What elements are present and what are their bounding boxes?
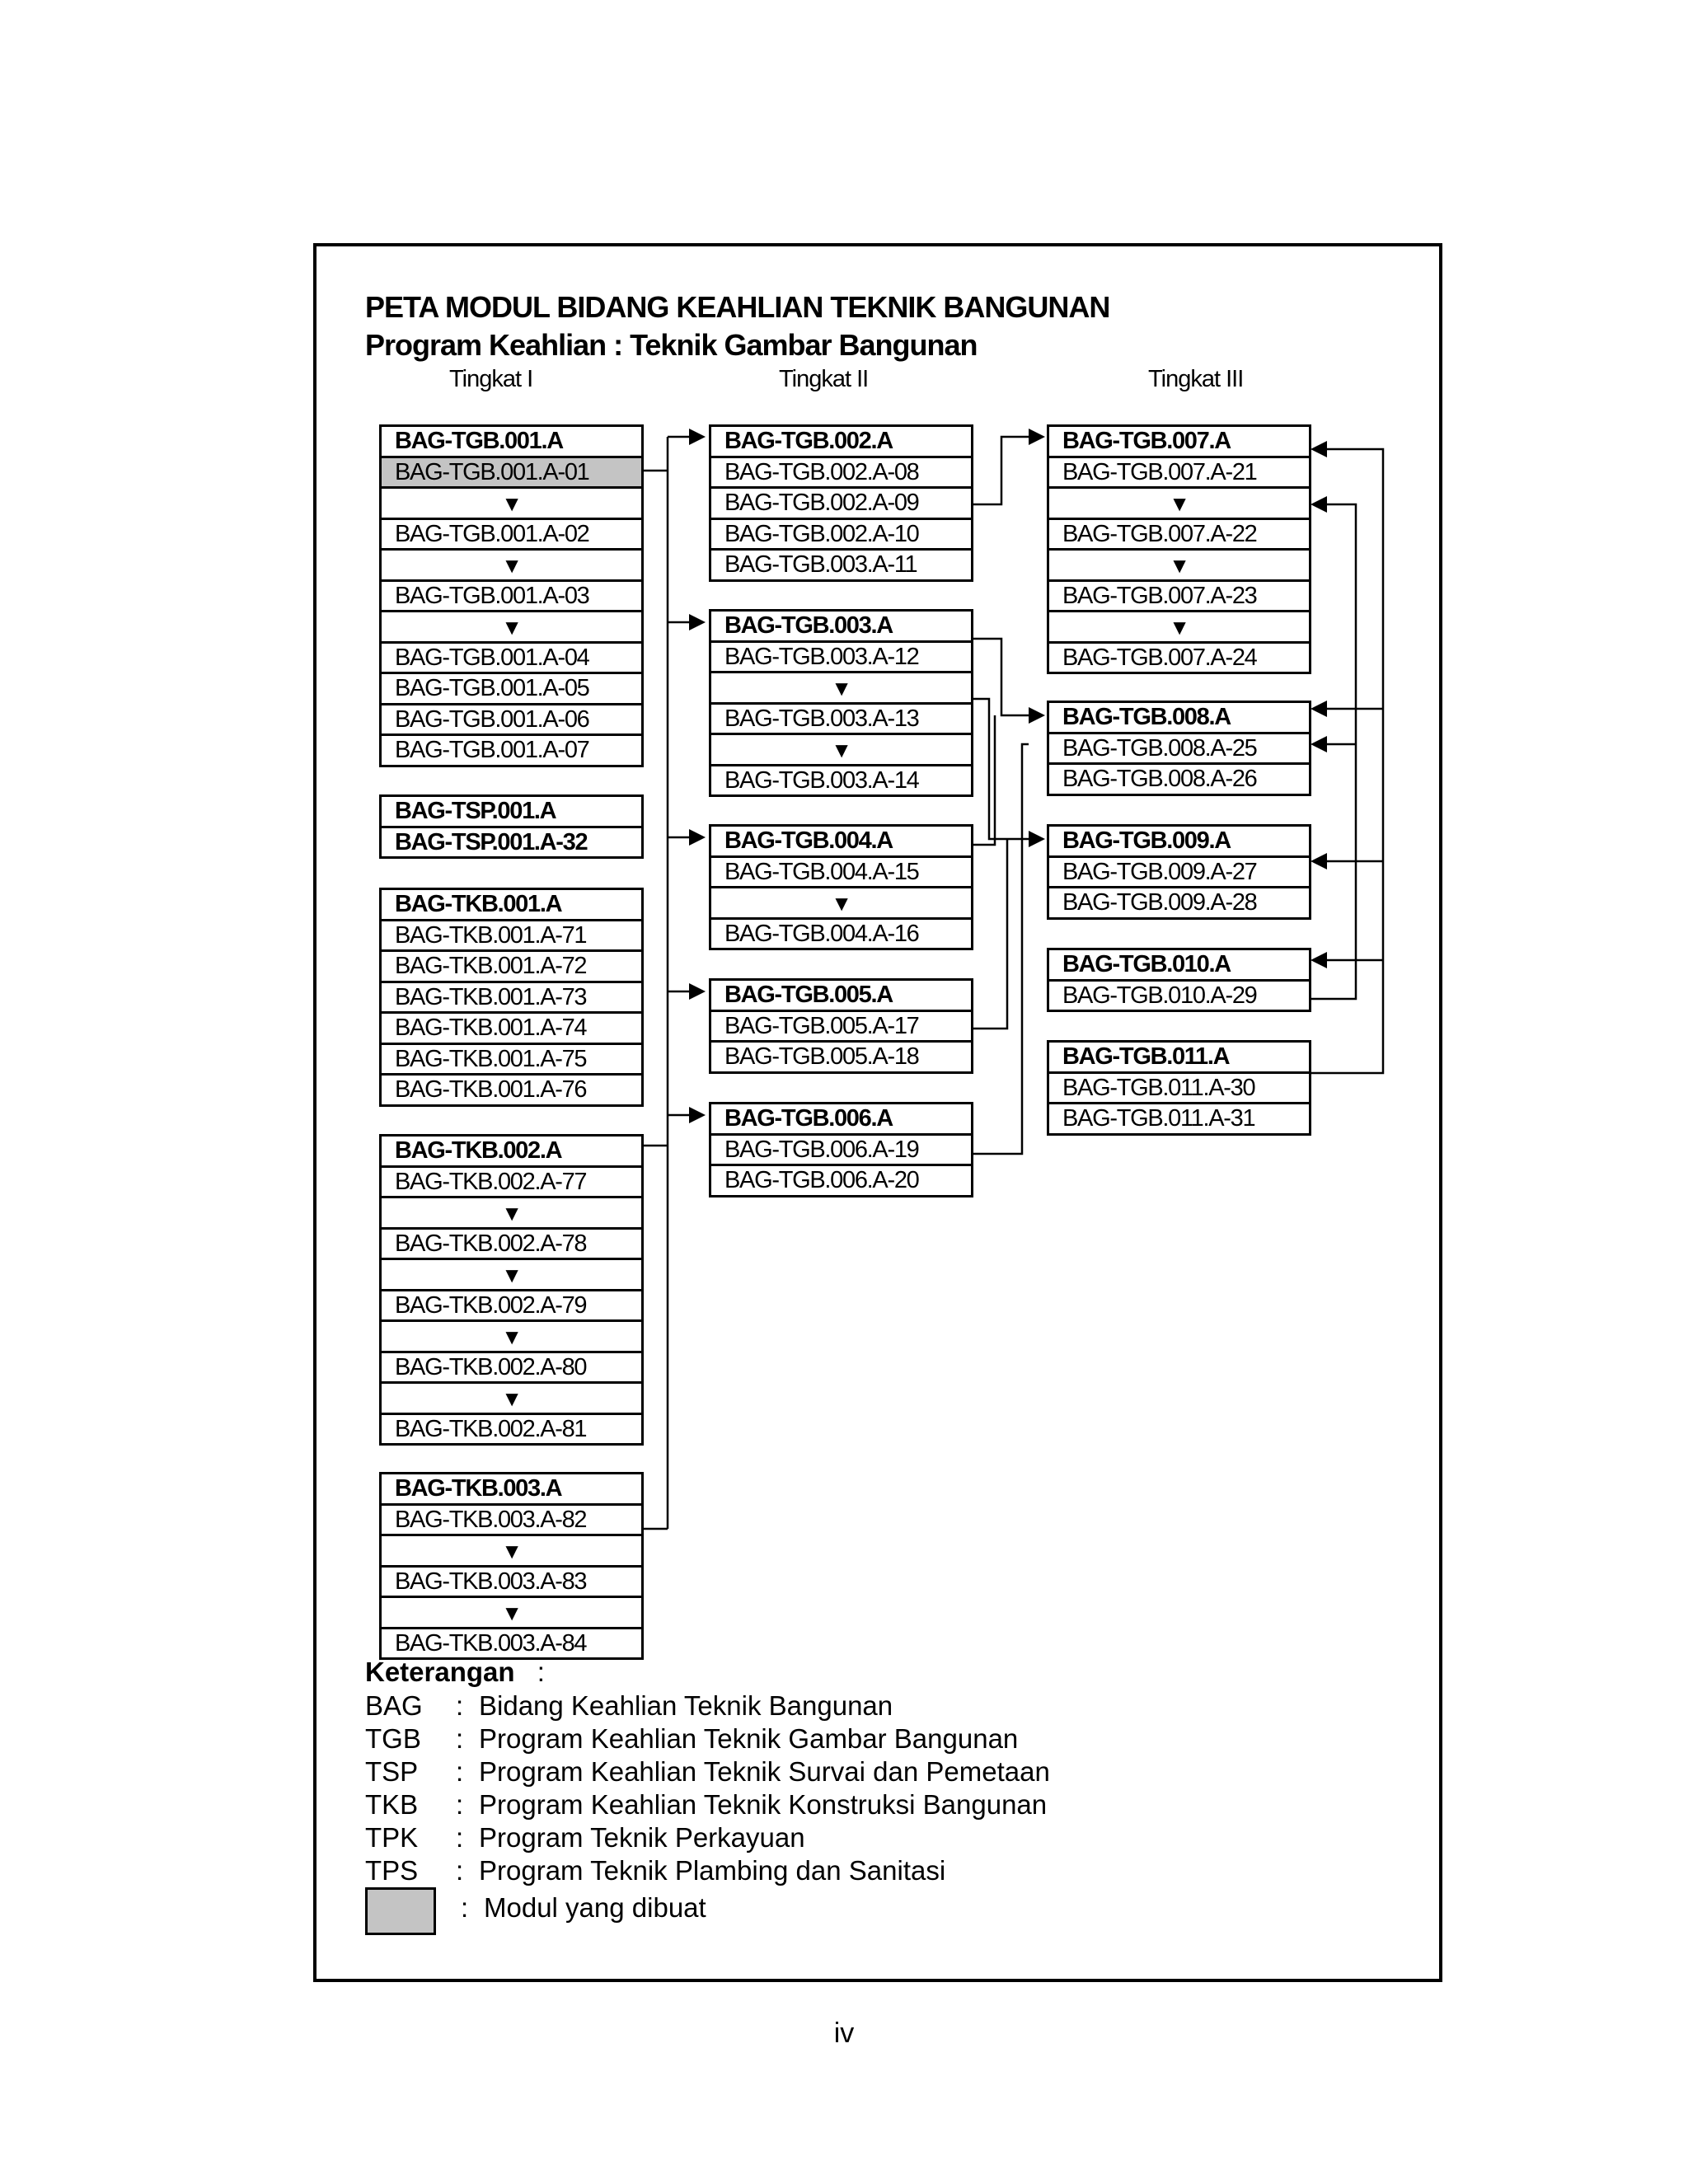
legend-text: Program Keahlian Teknik Survai dan Pemetaan [479,1756,1050,1787]
legend-text: Modul yang dibuat [484,1892,706,1923]
legend-item [365,1722,1050,1755]
arrow-right-icon [689,1107,706,1123]
module-title: BAG-TGB.001.A [382,427,641,458]
module-item: BAG-TKB.001.A-72 [382,952,641,983]
module-title: BAG-TGB.011.A [1049,1043,1309,1074]
module-title: BAG-TGB.006.A [711,1104,971,1136]
legend-text: Bidang Keahlian Teknik Bangunan [479,1690,893,1721]
legend-text: Program Keahlian Teknik Konstruksi Bangunan [479,1789,1048,1820]
legend-colon: : [456,1756,464,1787]
diagram-subtitle: Program Keahlian : Teknik Gambar Bangunan [365,328,978,362]
module-item: BAG-TGB.001.A-01 [382,458,641,490]
legend-colon: : [456,1723,464,1754]
module-title: BAG-TGB.008.A [1049,703,1309,734]
legend-abbr: BAG [365,1690,423,1721]
legend-colon: : [456,1690,464,1721]
module-item: BAG-TGB.001.A-04 [382,644,641,675]
legend-item [365,1690,1050,1722]
connector-paths [641,437,1383,1529]
module-item: BAG-TGB.001.A-05 [382,674,641,705]
legend-swatch [365,1887,436,1935]
module-item: BAG-TKB.001.A-76 [382,1076,641,1107]
module-item: BAG-TGB.001.A-03 [382,582,641,613]
legend-item [365,1788,1050,1821]
module-title: BAG-TKB.003.A [382,1474,641,1506]
module-item: BAG-TKB.001.A-73 [382,983,641,1015]
level-label-3: Tingkat III [1148,366,1244,392]
page-number: iv [833,2018,855,2049]
module-item: BAG-TKB.003.A-82 [382,1506,641,1537]
module-item: BAG-TGB.004.A-15 [711,858,971,889]
module-title: BAG-TKB.001.A [382,890,641,921]
arrow-left-icon [1311,701,1327,717]
legend-text: Program Keahlian Teknik Gambar Bangunan [479,1723,1019,1754]
arrow-right-icon [689,429,706,445]
arrow-right-icon [1029,831,1045,847]
module-title: BAG-TGB.003.A [711,612,971,643]
module-item: BAG-TGB.002.A-09 [711,489,971,520]
down-arrow-icon: ▼ [711,888,971,920]
module-item: BAG-TGB.002.A-08 [711,458,971,490]
module-title: BAG-TGB.010.A [1049,950,1309,982]
legend-text: Program Teknik Perkayuan [479,1822,805,1853]
legend-abbr: TSP [365,1756,419,1787]
module-item: BAG-TGB.007.A-22 [1049,520,1309,551]
down-arrow-icon: ▼ [382,1384,641,1415]
module-item: BAG-TGB.006.A-20 [711,1166,971,1197]
module-item: BAG-TGB.005.A-17 [711,1012,971,1043]
connector-line [971,839,1007,1029]
level-label-1: Tingkat I [449,366,533,392]
module-item: BAG-TKB.001.A-75 [382,1045,641,1076]
arrow-left-icon [1311,496,1327,513]
module-item: BAG-TKB.002.A-77 [382,1168,641,1199]
arrow-right-icon [689,983,706,1000]
down-arrow-icon: ▼ [382,1598,641,1629]
module-title: BAG-TGB.004.A [711,827,971,858]
connector-line [971,639,1029,715]
module-item: BAG-TGB.003.A-12 [711,643,971,674]
arrow-right-icon [1029,707,1045,724]
module-item: BAG-TGB.003.A-11 [711,551,971,582]
module-item: BAG-TGB.011.A-31 [1049,1104,1309,1136]
legend-abbr: TPK [365,1822,419,1853]
module-item: BAG-TGB.009.A-28 [1049,888,1309,920]
module-item: BAG-TGB.007.A-24 [1049,644,1309,675]
module-item: BAG-TGB.008.A-25 [1049,734,1309,766]
module-item: BAG-TGB.002.A-10 [711,520,971,551]
arrow-left-icon [1311,853,1327,869]
connector-line [971,744,1029,1154]
module-title: BAG-TGB.005.A [711,981,971,1012]
legend-item [365,1854,1050,1887]
connector-line [971,437,1029,504]
legend-colon: : [456,1789,464,1820]
module-item: BAG-TGB.003.A-14 [711,766,971,798]
module-item: BAG-TGB.006.A-19 [711,1136,971,1167]
down-arrow-icon: ▼ [1049,489,1309,520]
down-arrow-icon: ▼ [382,1260,641,1291]
module-item: BAG-TKB.001.A-74 [382,1014,641,1045]
legend [365,1657,1050,1937]
legend-item [365,1755,1050,1788]
legend-colon: : [456,1855,464,1886]
module-item: BAG-TKB.002.A-80 [382,1353,641,1385]
connector-line [971,699,1029,839]
down-arrow-icon: ▼ [382,1536,641,1568]
down-arrow-icon: ▼ [711,735,971,766]
down-arrow-icon: ▼ [1049,551,1309,582]
legend-colon: : [456,1822,464,1853]
module-item: BAG-TGB.007.A-21 [1049,458,1309,490]
module-item: BAG-TKB.003.A-84 [382,1629,641,1661]
legend-abbr: TKB [365,1789,419,1820]
module-item: BAG-TGB.010.A-29 [1049,982,1309,1013]
module-item: BAG-TGB.001.A-07 [382,736,641,767]
module-title: BAG-TGB.002.A [711,427,971,458]
connector-line [1309,504,1356,999]
down-arrow-icon: ▼ [382,489,641,520]
legend-text: Program Teknik Plambing dan Sanitasi [479,1855,946,1886]
module-item: BAG-TGB.008.A-26 [1049,765,1309,796]
connector-line [1309,449,1383,1073]
module-item: BAG-TGB.004.A-16 [711,920,971,951]
legend-title-colon: : [537,1657,545,1687]
module-item: BAG-TGB.001.A-02 [382,520,641,551]
module-title: BAG-TGB.007.A [1049,427,1309,458]
module-item: BAG-TKB.002.A-81 [382,1415,641,1446]
arrow-left-icon [1311,952,1327,968]
module-item: BAG-TGB.003.A-13 [711,705,971,736]
arrow-right-icon [689,829,706,846]
legend-item-swatch [365,1887,1050,1937]
module-item: BAG-TGB.009.A-27 [1049,858,1309,889]
module-title: BAG-TSP.001.A [382,797,641,828]
down-arrow-icon: ▼ [382,551,641,582]
legend-abbr: TPS [365,1855,419,1886]
legend-title-text: Keterangan [365,1657,515,1687]
legend-item [365,1821,1050,1854]
module-title: BAG-TKB.002.A [382,1137,641,1168]
legend-title [365,1657,1050,1690]
arrow-right-icon [1029,429,1045,445]
diagram-title: PETA MODUL BIDANG KEAHLIAN TEKNIK BANGUNAN [365,290,1110,324]
module-item: BAG-TKB.002.A-79 [382,1291,641,1323]
arrow-left-icon [1311,736,1327,752]
level-label-2: Tingkat II [779,366,869,392]
arrow-right-icon [689,614,706,630]
module-title: BAG-TGB.009.A [1049,827,1309,858]
legend-abbr: TGB [365,1723,421,1754]
module-item: BAG-TGB.011.A-30 [1049,1074,1309,1105]
down-arrow-icon: ▼ [711,673,971,705]
module-item: BAG-TKB.001.A-71 [382,921,641,953]
arrow-left-icon [1311,441,1327,457]
module-item: BAG-TGB.001.A-06 [382,705,641,737]
module-item: BAG-TKB.003.A-83 [382,1568,641,1599]
module-item: BAG-TGB.007.A-23 [1049,582,1309,613]
down-arrow-icon: ▼ [382,1322,641,1353]
down-arrow-icon: ▼ [382,1198,641,1230]
connector-line [971,715,995,845]
module-item: BAG-TKB.002.A-78 [382,1230,641,1261]
module-item: BAG-TSP.001.A-32 [382,828,641,860]
legend-colon: : [461,1892,469,1923]
module-item: BAG-TGB.005.A-18 [711,1043,971,1074]
down-arrow-icon: ▼ [1049,612,1309,644]
down-arrow-icon: ▼ [382,612,641,644]
